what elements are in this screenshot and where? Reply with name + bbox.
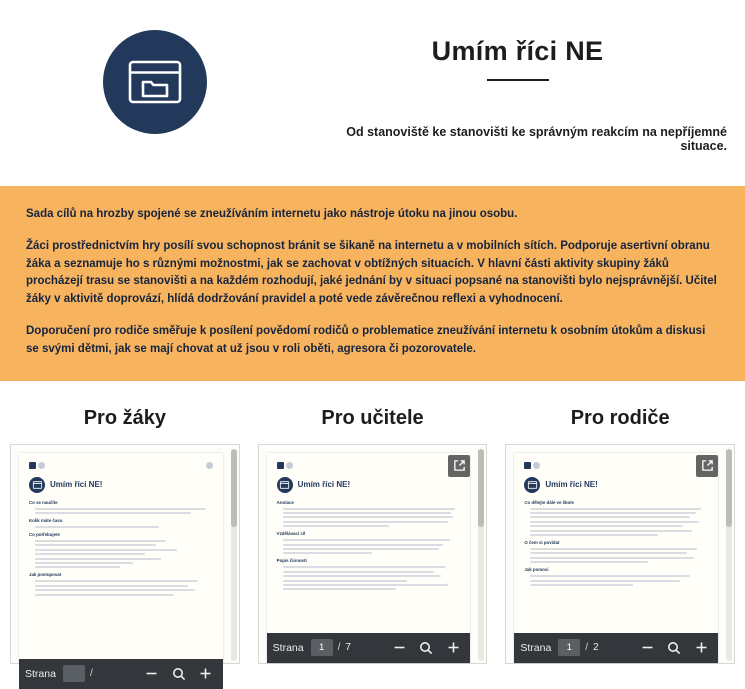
magnifier-icon[interactable] (663, 637, 685, 659)
page-label: Strana (520, 641, 552, 654)
doc-section-label: Jak postupovat (29, 572, 62, 578)
column-students (10, 406, 240, 680)
page-separator: / (89, 668, 93, 680)
doc-body-lines (29, 540, 213, 568)
pdf-page-parents (514, 453, 718, 663)
doc-section-label: Jak pomoci (524, 567, 549, 573)
page-separator: / (337, 642, 341, 654)
open-in-new-icon[interactable] (448, 455, 470, 477)
title-divider (487, 79, 549, 81)
doc-corner-dot (206, 462, 213, 469)
column-teachers (258, 407, 488, 664)
pdf-scrollbar-students[interactable] (231, 449, 237, 661)
doc-logo-icon (29, 477, 45, 493)
plus-icon[interactable] (442, 637, 464, 659)
doc-heading-row (524, 477, 708, 493)
scrollbar-thumb[interactable] (478, 449, 484, 527)
page-number-input[interactable] (63, 665, 85, 682)
doc-heading-row (277, 477, 461, 493)
pdf-preview-students[interactable] (10, 444, 240, 680)
pdf-toolbar-parents[interactable] (514, 633, 718, 663)
band-paragraph-2: Žáci prostřednictvím hry posílí svou schopnost bránit se šikaně na internetu a v mobilních sítích. Podporuje asertivní obranu žáka a seznamuje ho s různými možnostmi, jak se zachovat v obtížných situacích. V hlavní části aktivity skupiny žáků procházejí trasu se stanovišti a na každém rozhodují, jaké jednání by v situaci popsané na stanovišti bylo nejsprávnější. Učitel žáky v aktivitě doprovází, hlídá dodržování pravidel a poté vede závěrečnou reflexi a vyhodnocení. (26, 239, 717, 306)
doc-body-lines (29, 580, 213, 595)
doc-brand-row (29, 462, 213, 469)
minus-icon[interactable] (141, 663, 163, 685)
doc-section-label: Co dělejte dále ve škole (524, 499, 574, 505)
doc-title-students: Umím říci NE! (50, 480, 103, 490)
pdf-toolbar-students[interactable] (19, 659, 223, 689)
doc-title-teachers: Umím říci NE! (297, 480, 351, 490)
plus-icon[interactable] (690, 637, 712, 659)
doc-logo-icon (524, 477, 540, 493)
doc-section-label: Kolik máte času (29, 518, 63, 524)
doc-section-label: Anotace (276, 499, 294, 505)
page-subtitle: Od stanoviště ke stanovišti ke správným reakcím na nepříjemné situace. (346, 125, 727, 153)
doc-section-label: Vzdělávací cíl (276, 531, 306, 537)
open-in-new-icon[interactable] (696, 455, 718, 477)
column-parents (505, 407, 735, 664)
scrollbar-thumb[interactable] (726, 449, 732, 527)
doc-brand-mark (524, 462, 540, 469)
logo-container (10, 18, 300, 134)
doc-brand-mark (277, 462, 293, 469)
description-band (0, 186, 745, 381)
doc-brand-mark (29, 462, 45, 469)
doc-section-label: Co se naučíte (29, 499, 58, 505)
pdf-page-students (19, 453, 223, 663)
plus-icon[interactable] (195, 663, 217, 685)
page-number-input[interactable]: 1 (558, 639, 580, 656)
title-block (300, 18, 735, 153)
column-title-parents: Pro rodiče (570, 406, 670, 429)
doc-body-lines (524, 548, 708, 563)
page-number-input[interactable]: 1 (311, 639, 333, 656)
doc-body-lines (524, 575, 708, 586)
doc-logo-icon (277, 477, 293, 493)
doc-heading-row (29, 477, 213, 493)
column-title-students: Pro žáky (83, 406, 166, 429)
scrollbar-thumb[interactable] (231, 449, 237, 527)
doc-body-lines (277, 566, 461, 590)
magnifier-icon[interactable] (415, 637, 437, 659)
column-title-teachers: Pro učitele (321, 406, 424, 429)
pdf-preview-parents[interactable] (505, 444, 735, 664)
doc-brand-row (277, 462, 461, 469)
pdf-preview-teachers[interactable] (258, 444, 488, 664)
doc-section-label: Popis činností (276, 558, 307, 564)
band-paragraph-3: Doporučení pro rodiče směřuje k posílení povědomí rodičů o problematice zneužívání internetu k osobním útokům a diskusi se svými dětmi, jak se mají chovat at už jsou v roli oběti, agresora či pozorovatele. (26, 325, 706, 355)
doc-body-lines (524, 508, 708, 536)
doc-section-label: Co potřebujete (29, 532, 60, 538)
doc-body-lines (29, 526, 213, 528)
pdf-toolbar-teachers[interactable] (267, 633, 471, 663)
doc-body-lines (29, 508, 213, 514)
magnifier-icon[interactable] (168, 663, 190, 685)
doc-body-lines (277, 508, 461, 528)
page-label: Strana (272, 641, 304, 654)
doc-title-parents: Umím říci NE! (545, 480, 598, 490)
band-paragraph-1: Sada cílů na hrozby spojené se zneužíváním internetu jako nástroje útoku na jinou osobu. (26, 208, 518, 220)
pdf-scrollbar-teachers[interactable] (478, 449, 484, 661)
page-title: Umím říci NE (431, 36, 604, 66)
pdf-scrollbar-parents[interactable] (726, 449, 732, 661)
pdf-page-teachers (267, 453, 471, 663)
total-pages: 7 (345, 642, 351, 654)
total-pages: 2 (593, 642, 599, 654)
columns-container (0, 381, 745, 680)
doc-section-label: O čem si povídat (524, 540, 560, 546)
minus-icon[interactable] (388, 637, 410, 659)
page-label: Strana (25, 667, 56, 680)
minus-icon[interactable] (636, 637, 658, 659)
page-header (0, 0, 745, 186)
window-folder-icon (103, 30, 207, 134)
doc-body-lines (277, 539, 461, 554)
doc-brand-row (524, 462, 708, 469)
page-separator: / (585, 642, 589, 654)
